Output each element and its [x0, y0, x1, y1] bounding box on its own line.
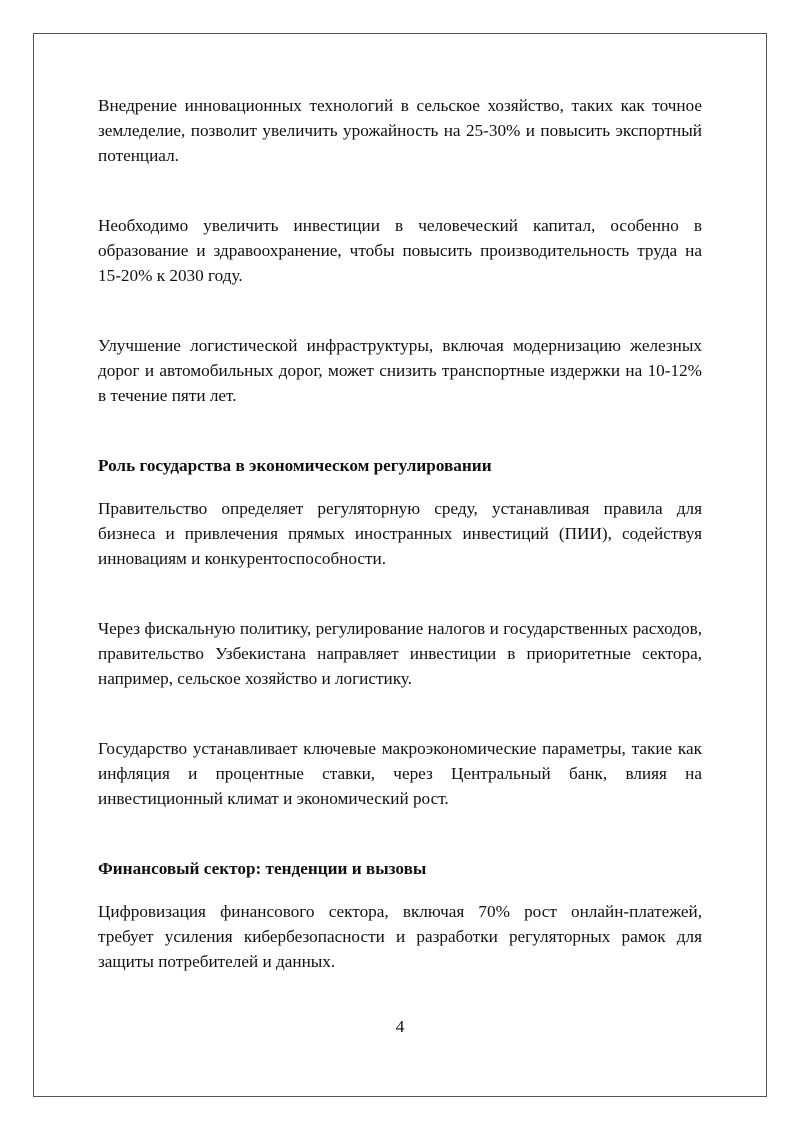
page-content — [98, 93, 702, 974]
paragraph: Внедрение инновационных технологий в сельское хозяйство, таких как точное земледелие, позволит увеличить урожайность на 25-30% и повысить экспортный потенциал. — [98, 96, 702, 165]
section-heading: Роль государства в экономическом регулировании — [98, 456, 492, 475]
paragraph: Улучшение логистической инфраструктуры, включая модернизацию железных дорог и автомобильных дорог, может снизить транспортные издержки на 10-12% в течение пяти лет. — [98, 336, 702, 405]
paragraph: Цифровизация финансового сектора, включая 70% рост онлайн-платежей, требует усиления кибербезопасности и разработки регуляторных рамок для защиты потребителей и данных. — [98, 902, 702, 971]
paragraph: Государство устанавливает ключевые макроэкономические параметры, такие как инфляция и процентные ставки, через Центральный банк, влияя на инвестиционный климат и экономический рост. — [98, 739, 702, 808]
page-number: 4 — [395, 1017, 405, 1036]
paragraph: Правительство определяет регуляторную среду, устанавливая правила для бизнеса и привлечения прямых иностранных инвестиций (ПИИ), содействуя инновациям и конкурентоспособности. — [98, 499, 702, 568]
paragraph: Необходимо увеличить инвестиции в человеческий капитал, особенно в образование и здравоохранение, чтобы повысить производительность труда на 15-20% к 2030 году. — [98, 216, 702, 285]
section-heading: Финансовый сектор: тенденции и вызовы — [98, 859, 427, 878]
paragraph: Через фискальную политику, регулирование налогов и государственных расходов, правительство Узбекистана направляет инвестиции в приоритетные сектора, например, сельское хозяйство и логистику. — [98, 619, 702, 688]
